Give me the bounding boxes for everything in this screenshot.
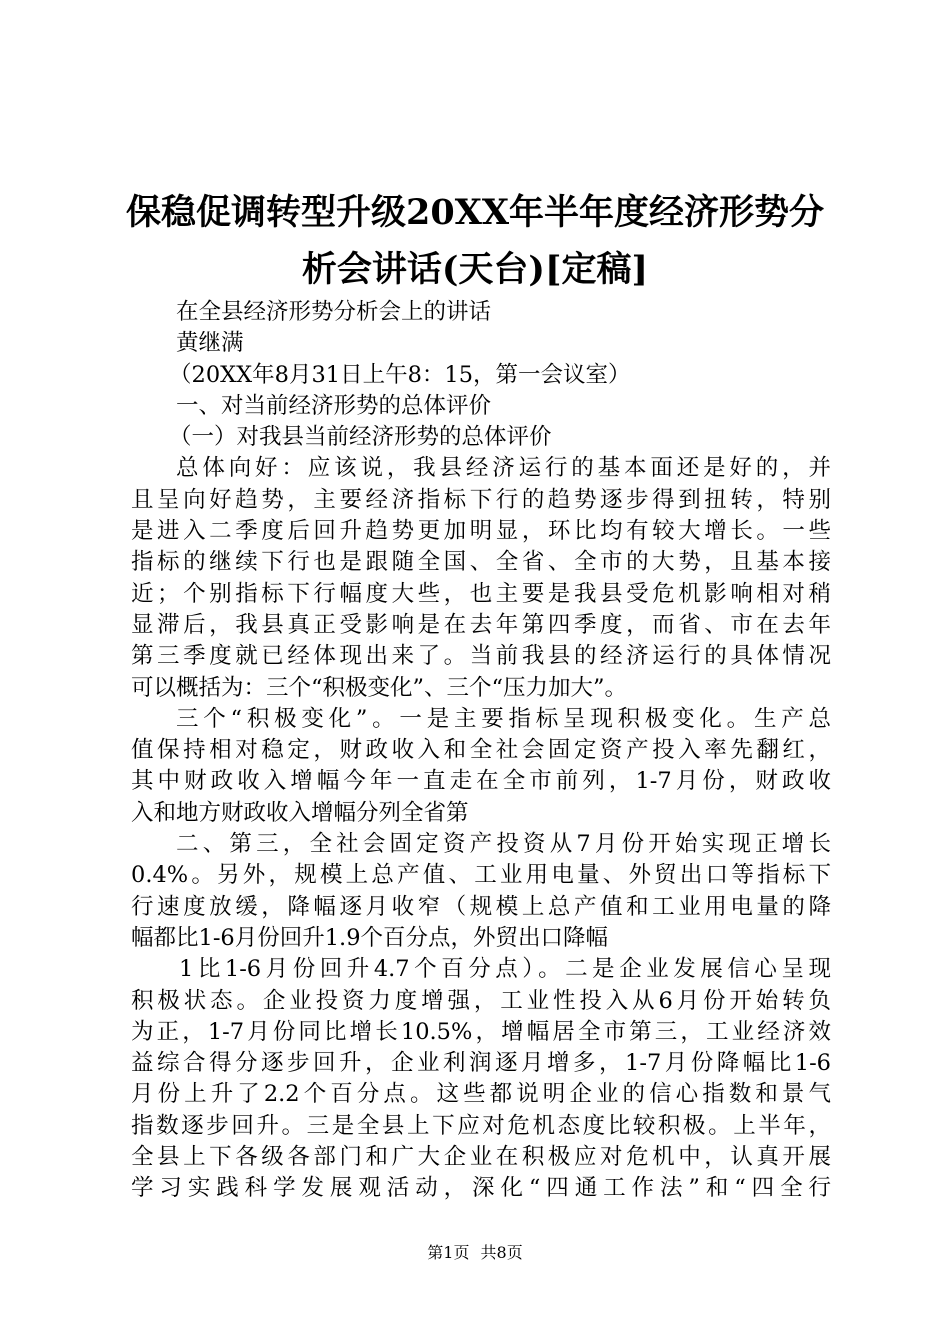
paragraph-line: 可以概括为：三个“积极变化”、三个“压力加大”。 [131,674,628,701]
paragraph-line: 入和地方财政收入增幅分列全省第 [131,799,469,826]
paragraph-line: 1比1-6月份回升4.7个百分点）。二是企业发展信心呈现 [179,956,831,983]
paragraph-line: 行速度放缓，降幅逐月收窄（规模上总产值和工业用电量的降 [131,893,831,920]
paragraph-line: 二、第三，全社会固定资产投资从7月份开始实现正增长 [176,831,831,858]
paragraph-line: 近；个别指标下行幅度大些，也主要是我县受危机影响相对稍 [131,580,831,607]
paragraph-line: 为正，1-7月份同比增长10.5%，增幅居全市第三，工业经济效 [131,1018,831,1045]
paragraph-line: 显滞后，我县真正受影响是在去年第四季度，而省、市在去年 [131,611,831,638]
speech-heading: 在全县经济形势分析会上的讲话 [176,299,492,325]
paragraph-line: 且呈向好趋势，主要经济指标下行的趋势逐步得到扭转，特别 [131,486,831,513]
paragraph-line: 积极状态。企业投资力度增强，工业性投入从6月份开始转负 [131,987,831,1014]
paragraph-line: 0.4%。另外，规模上总产值、工业用电量、外贸出口等指标下 [131,862,831,889]
document-title-line-2: 析会讲话(天台)[定稿] [301,249,649,290]
paragraph-line: 学习实践科学发展观活动，深化“四通工作法”和“四全行 [131,1175,831,1202]
paragraph-line: 总体向好：应该说，我县经济运行的基本面还是好的，并 [176,455,831,482]
paragraph-line: 益综合得分逐步回升，企业利润逐月增多，1-7月份降幅比1-6 [131,1050,831,1077]
paragraph-line: 指标的继续下行也是跟随全国、全省、全市的大势，且基本接 [131,549,831,576]
document-title-line-1: 保稳促调转型升级20XX年半年度经济形势分 [125,192,825,233]
section-heading-1: 一、对当前经济形势的总体评价 [176,392,492,419]
paragraph-line: 值保持相对稳定，财政收入和全社会固定资产投入率先翻红， [131,737,831,764]
paragraph-line: 第三季度就已经体现出来了。当前我县的经济运行的具体情况 [131,643,831,670]
paragraph-line: 幅都比1-6月份回升1.9个百分点，外贸出口降幅 [131,924,609,951]
paragraph-line: 三个“积极变化”。一是主要指标呈现积极变化。生产总 [176,705,831,732]
speaker-name: 黄继满 [176,330,244,357]
speech-date-place: （20XX年8月31日上午8：15，第一会议室） [169,361,631,388]
subsection-heading-1: （一）对我县当前经济形势的总体评价 [169,424,552,451]
document-body [131,297,831,1205]
paragraph-line: 其中财政收入增幅今年一直走在全市前列，1-7月份，财政收 [131,768,831,795]
page-number-footer: 第1页 共8页 [427,1243,523,1262]
paragraph-line: 是进入二季度后回升趋势更加明显，环比均有较大增长。一些 [131,518,831,545]
paragraph-line: 全县上下各级各部门和广大企业在积极应对危机中，认真开展 [131,1144,831,1171]
paragraph-line: 指数逐步回升。三是全县上下应对危机态度比较积极。上半年， [131,1112,831,1139]
paragraph-line: 月份上升了2.2个百分点。这些都说明企业的信心指数和景气 [131,1081,831,1108]
